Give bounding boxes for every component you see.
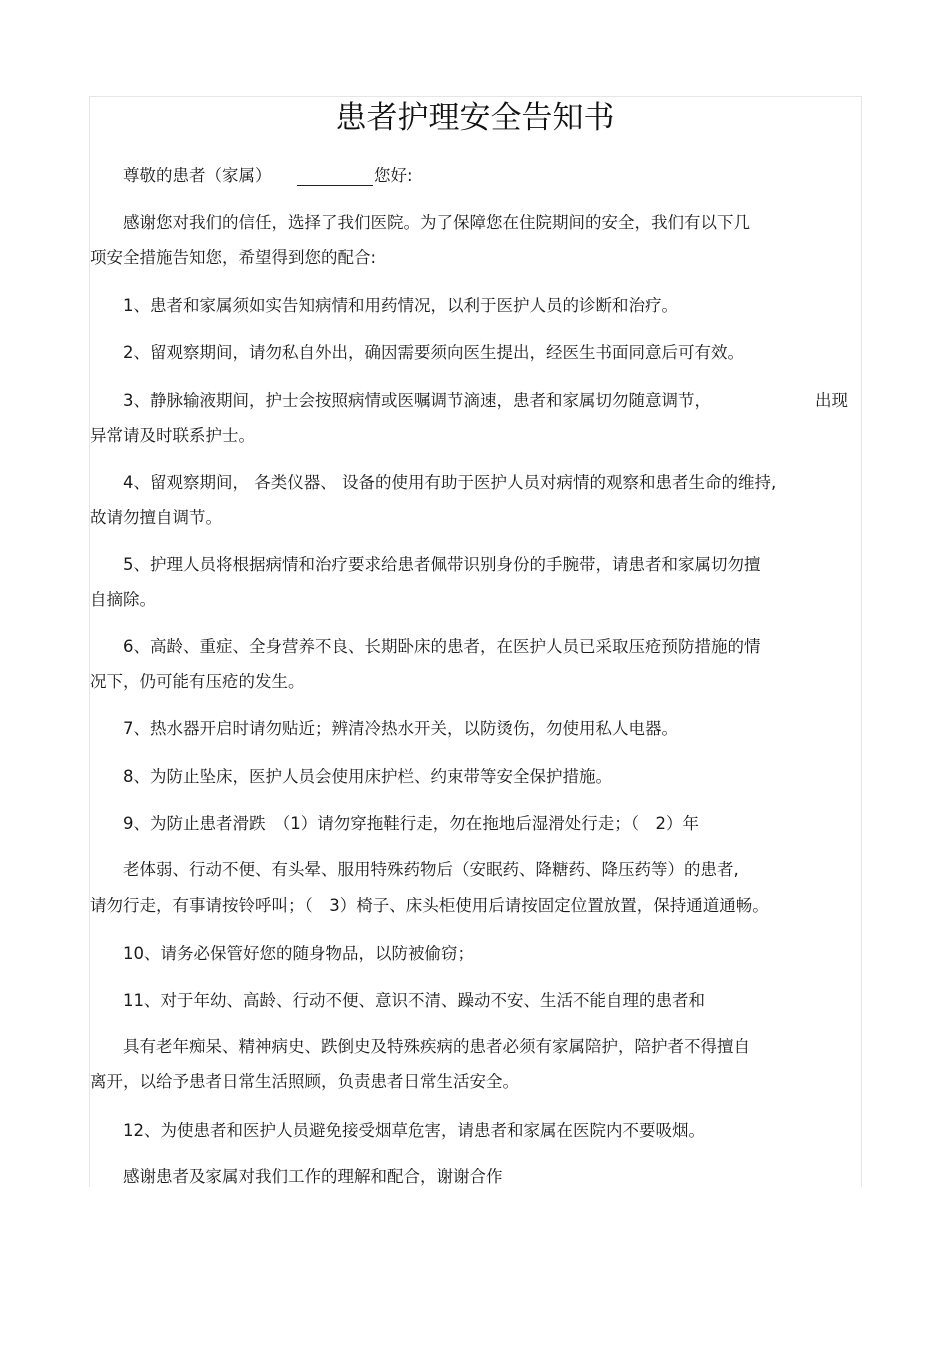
item-3-line-1-end: 出现 [815, 391, 848, 410]
item-10: 10、请务必保管好您的随身物品，以防被偷窃； [123, 944, 474, 963]
item-3-line-2: 异常请及时联系护士。 [90, 426, 255, 445]
item-9-line-3: 请勿行走，有事请按铃呼叫；（ 3）椅子、床头柜使用后请按固定位置放置，保持通道通畅。 [90, 896, 769, 915]
salutation-prefix: 尊敬的患者（家属） [123, 166, 272, 185]
salutation-suffix: 您好: [374, 166, 413, 185]
intro-line-2: 项安全措施告知您，希望得到您的配合: [90, 248, 377, 267]
name-blank-line [297, 185, 373, 186]
item-12: 12、为使患者和医护人员避免接受烟草危害，请患者和家属在医院内不要吸烟。 [123, 1121, 705, 1140]
item-5-line-1: 5、护理人员将根据病情和治疗要求给患者佩带识别身份的手腕带，请患者和家属切勿擅 [123, 555, 761, 574]
item-7: 7、热水器开启时请勿贴近；辨清冷热水开关，以防烫伤，勿使用私人电器。 [123, 719, 678, 738]
item-5-line-2: 自摘除。 [90, 590, 156, 609]
item-9-line-1: 9、为防止患者滑跌 （1）请勿穿拖鞋行走，勿在拖地后湿滑处行走；（ 2）年 [123, 814, 699, 833]
item-4-line-2: 故请勿擅自调节。 [90, 508, 222, 527]
item-11-line-2: 具有老年痴呆、精神病史、跌倒史及特殊疾病的患者必须有家属陪护，陪护者不得擅自 [123, 1037, 750, 1056]
item-8: 8、为防止坠床，医护人员会使用床护栏、约束带等安全保护措施。 [123, 767, 612, 786]
item-1: 1、患者和家属须如实告知病情和用药情况，以利于医护人员的诊断和治疗。 [123, 296, 678, 315]
item-4-line-1: 4、留观察期间， 各类仪器、 设备的使用有助于医护人员对病情的观察和患者生命的维持, [123, 473, 777, 492]
item-6-line-2: 况下，仍可能有压疮的发生。 [90, 672, 305, 691]
item-6-line-1: 6、高龄、重症、全身营养不良、长期卧床的患者，在医护人员已采取压疮预防措施的情 [123, 637, 761, 656]
item-2: 2、留观察期间，请勿私自外出，确因需要须向医生提出，经医生书面同意后可有效。 [123, 343, 744, 362]
item-9-line-2: 老体弱、行动不便、有头晕、服用特殊药物后（安眠药、降糖药、降压药等）的患者, [123, 860, 739, 879]
item-11-line-3: 离开，以给予患者日常生活照顾，负责患者日常生活安全。 [90, 1072, 519, 1091]
item-11-line-1: 11、对于年幼、高龄、行动不便、意识不清、躁动不安、生活不能自理的患者和 [123, 991, 705, 1010]
intro-line-1: 感谢您对我们的信任，选择了我们医院。为了保障您在住院期间的安全，我们有以下几 [123, 213, 750, 232]
document-title: 患者护理安全告知书 [335, 100, 615, 136]
item-3-line-1: 3、静脉输液期间，护士会按照病情或医嘱调节滴速，患者和家属切勿随意调节， [123, 391, 711, 410]
closing-text: 感谢患者及家属对我们工作的理解和配合，谢谢合作 [123, 1167, 503, 1186]
